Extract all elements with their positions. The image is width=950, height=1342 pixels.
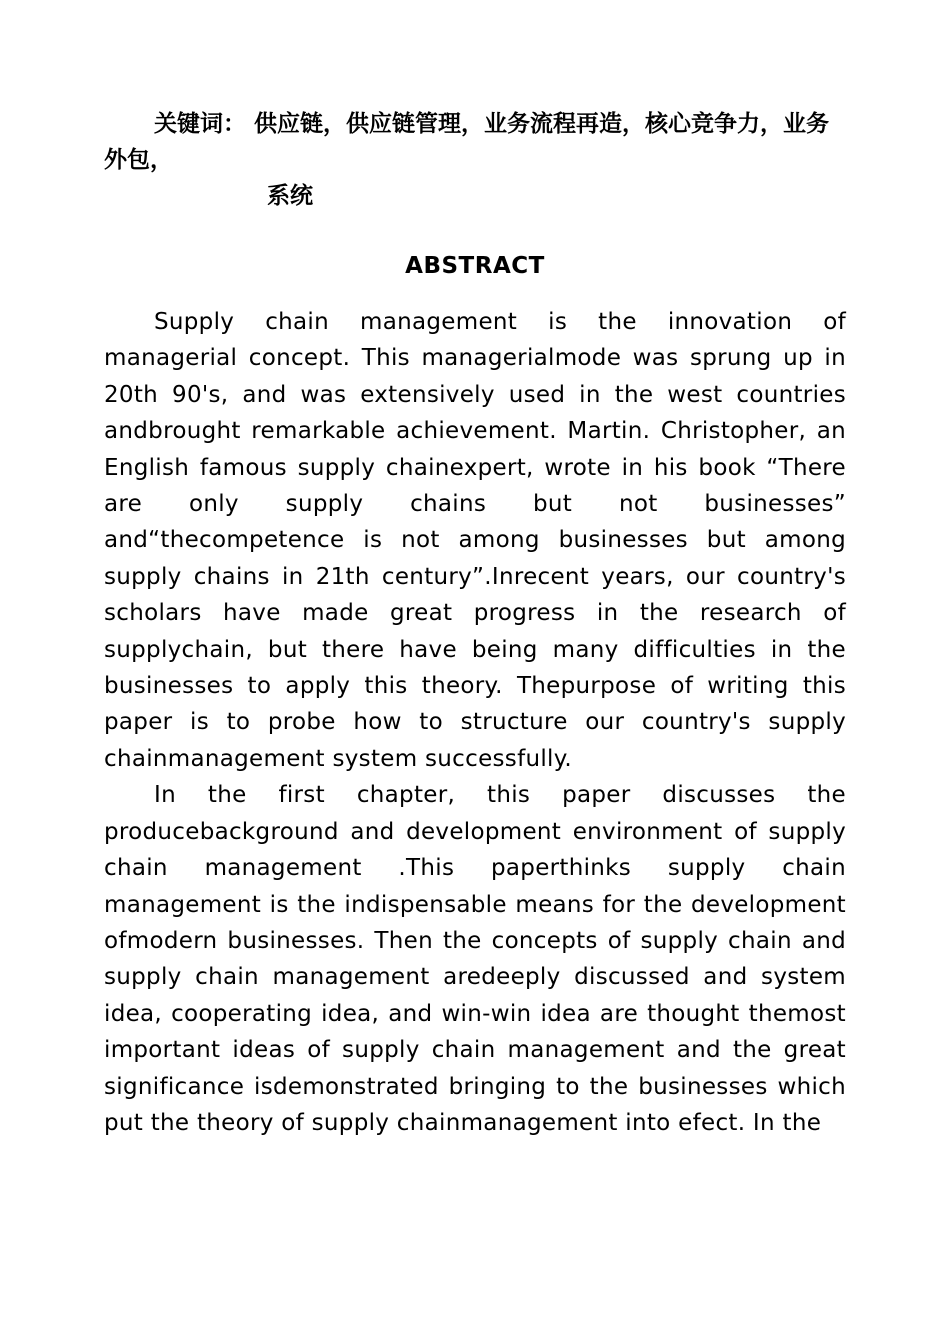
abstract-paragraph-1: Supply chain management is the innovation of managerial concept. This managerialmode was sprung up in 20th 90's, and was extensively used in the west countries andbrought remarkable achievement. Martin. Christopher, an English famous supply chainexpert, wrote in his book “There are only supply chains but not businesses” and“thecompetence is not among businesses but among supply chains in 21th century”.Inrecent years, our country's scholars have made great progress in the research of supplychain, but there have being many difficulties in the businesses to apply this theory. Thepurpose of writing this paper is to probe how to structure our country's supply chainmanagement system successfully. bbox=[104, 309, 846, 772]
keywords-line: 关键词： 供应链，供应链管理，业务流程再造，核心竞争力，业务外包， bbox=[104, 111, 830, 173]
abstract-heading: ABSTRACT bbox=[405, 253, 545, 279]
abstract-paragraph-2: In the first chapter, this paper discusses the producebackground and development environment of supply chain management .This paperthinks supply chain management is the indispensable means for the development ofmodern businesses. Then the concepts of supply chain and supply chain management aredeeply discussed and system idea, cooperating idea, and win-win idea are thought themost important ideas of supply chain management and the great significance isdemonstrated bringing to the businesses which put the theory of supply chainmanagement into efect. In the bbox=[104, 782, 846, 1136]
document-page bbox=[104, 106, 846, 1141]
keywords-continuation: 系统 bbox=[267, 183, 313, 209]
